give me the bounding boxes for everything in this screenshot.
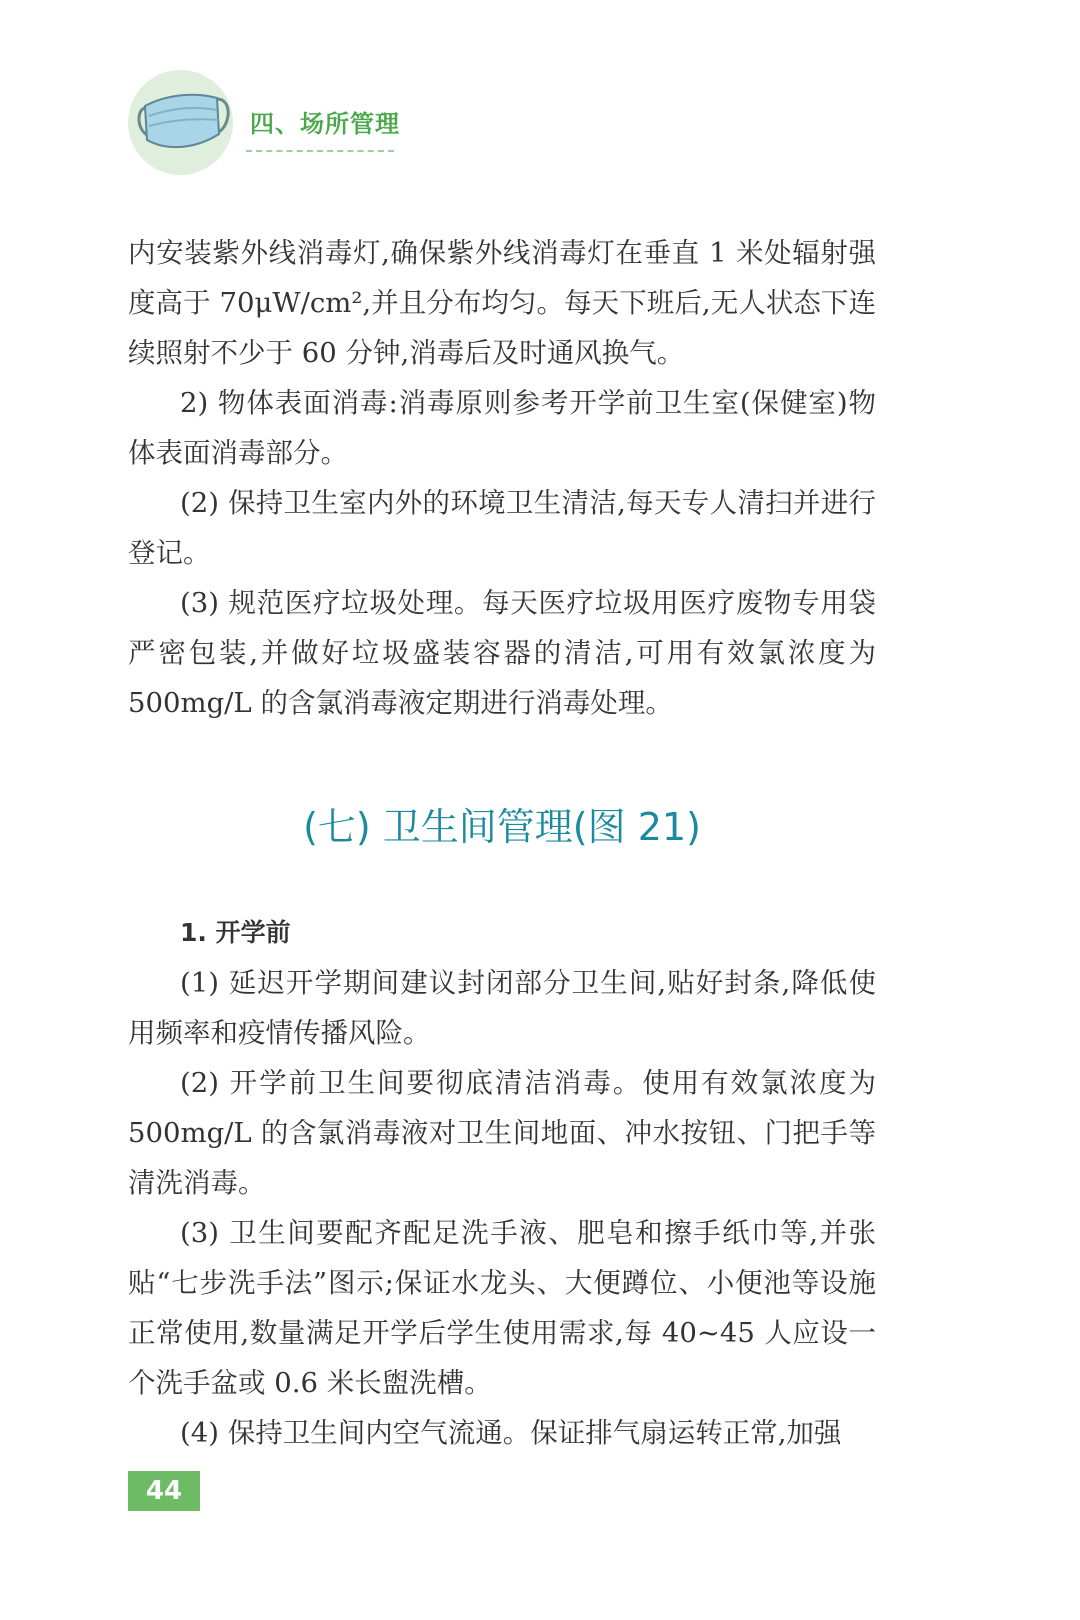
section-label: 四、场所管理 [250, 110, 400, 138]
paragraph-medical-waste: (3) 规范医疗垃圾处理。每天医疗垃圾用医疗废物专用袋严密包装,并做好垃圾盛装容器的清洁,可用有效氯浓度为 500mg/L 的含氯消毒液定期进行消毒处理。 [128, 587, 876, 719]
paragraph-item-1: (1) 延迟开学期间建议封闭部分卫生间,贴好封条,降低使用频率和疫情传播风险。 [128, 967, 876, 1049]
page-content [128, 228, 876, 1458]
paragraph-item-3: (3) 卫生间要配齐配足洗手液、肥皂和擦手纸巾等,并张贴“七步洗手法”图示;保证水龙头、大便蹲位、小便池等设施正常使用,数量满足开学后学生使用需求,每 40~45 人应设一个洗手盆或 0.6 米长盥洗槽。 [128, 1217, 876, 1399]
header-badge [128, 70, 233, 175]
page-number: 44 [128, 1471, 200, 1511]
subheading: 1. 开学前 [180, 918, 291, 947]
header-divider [246, 150, 394, 152]
section-heading: (七) 卫生间管理(图 21) [303, 805, 701, 849]
paragraph-environment-cleaning: (2) 保持卫生室内外的环境卫生清洁,每天专人清扫并进行登记。 [128, 487, 876, 569]
face-mask-icon [133, 86, 233, 158]
paragraph-surface-disinfection: 2) 物体表面消毒:消毒原则参考开学前卫生室(保健室)物体表面消毒部分。 [128, 387, 876, 469]
page-header [128, 70, 408, 180]
paragraph-item-4: (4) 保持卫生间内空气流通。保证排气扇运转正常,加强 [180, 1417, 842, 1449]
paragraph-uv-lamp: 内安装紫外线消毒灯,确保紫外线消毒灯在垂直 1 米处辐射强度高于 70μW/cm²,并且分布均匀。每天下班后,无人状态下连续照射不少于 60 分钟,消毒后及时通风换气。 [128, 237, 876, 369]
paragraph-item-2: (2) 开学前卫生间要彻底清洁消毒。使用有效氯浓度为 500mg/L 的含氯消毒液对卫生间地面、冲水按钮、门把手等清洗消毒。 [128, 1067, 876, 1199]
